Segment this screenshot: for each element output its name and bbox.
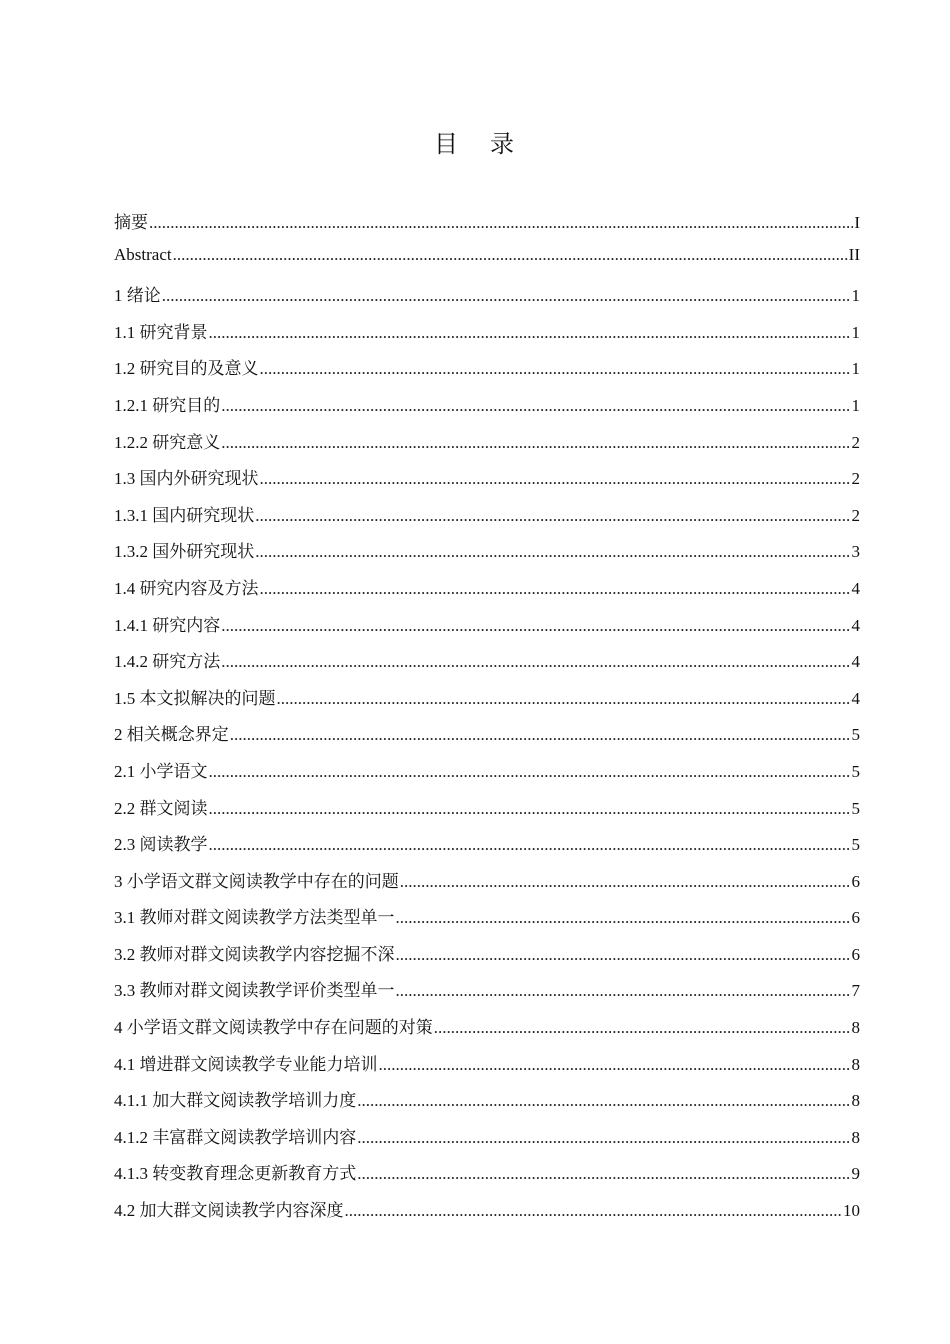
toc-entry-page-number: 7 [851,981,860,1001]
toc-entry-page-number: 3 [851,542,860,562]
toc-entry-label: 1.3 国内外研究现状 [114,469,259,489]
toc-entry-label: 1.4.2 研究方法 [114,652,221,672]
toc-entry-label: 1.2 研究目的及意义 [114,359,259,379]
toc-leader-dots [221,652,850,672]
toc-entry-page-number: 1 [851,359,860,379]
toc-leader-dots [379,1055,851,1075]
toc-entry-label: 3.3 教师对群文阅读教学评价类型单一 [114,981,395,1001]
toc-entry[interactable] [114,830,860,867]
toc-leader-dots [396,908,851,928]
toc-entry[interactable] [114,1050,860,1087]
toc-entry[interactable] [114,867,860,904]
toc-leader-dots [396,981,851,1001]
toc-entry-label: 4.1.3 转变教育理念更新教育方式 [114,1164,357,1184]
toc-entry-label: 1 绪论 [114,286,161,306]
toc-entry-label: 4.1.1 加大群文阅读教学培训力度 [114,1091,357,1111]
toc-leader-dots [260,359,851,379]
toc-entry-label: 1.2.2 研究意义 [114,432,221,452]
toc-entry-page-number: 6 [851,908,860,928]
toc-entry-label: 1.4 研究内容及方法 [114,578,259,598]
toc-entry-page-number: 5 [851,798,860,818]
toc-entry-label: 1.5 本文拟解决的问题 [114,688,276,708]
toc-entry-label: 2.3 阅读教学 [114,835,208,855]
toc-entry-label: 1.4.1 研究内容 [114,615,221,635]
toc-entry-page-number: 1 [851,286,860,306]
toc-entry[interactable] [114,794,860,831]
toc-entry-label: 4.1.2 丰富群文阅读教学培训内容 [114,1127,357,1147]
toc-leader-dots [357,1128,850,1148]
toc-entry[interactable] [114,245,860,282]
toc-leader-dots [396,945,851,965]
toc-leader-dots [209,835,851,855]
toc-entry-label: 3.2 教师对群文阅读教学内容挖掘不深 [114,944,395,964]
toc-entry[interactable] [114,574,860,611]
toc-leader-dots [221,396,850,416]
title-char-2: 录 [490,130,516,158]
toc-entry-label: 4.1 增进群文阅读教学专业能力培训 [114,1054,378,1074]
toc-leader-dots [434,1018,851,1038]
toc-entry[interactable] [114,647,860,684]
toc-leader-dots [345,1201,843,1221]
toc-leader-dots [260,579,851,599]
toc-entry-label: 4 小学语文群文阅读教学中存在问题的对策 [114,1018,433,1038]
toc-entry[interactable] [114,903,860,940]
toc-leader-dots [209,799,851,819]
title-char-1: 目 [434,130,460,158]
toc-leader-dots [357,1091,850,1111]
toc-leader-dots [149,213,853,233]
toc-leader-dots [255,542,850,562]
toc-entry[interactable] [114,318,860,355]
toc-entry-label: 2 相关概念界定 [114,725,229,745]
toc-entry[interactable] [114,1196,860,1233]
toc-entry[interactable] [114,208,860,245]
toc-entry-page-number: 9 [851,1164,860,1184]
toc-entry[interactable] [114,391,860,428]
toc-entry[interactable] [114,1086,860,1123]
toc-entry[interactable] [114,976,860,1013]
toc-entry-page-number: II [848,244,860,264]
toc-leader-dots [260,469,851,489]
toc-entry-label: 1.3.2 国外研究现状 [114,542,255,562]
toc-entry[interactable] [114,757,860,794]
toc-entry[interactable] [114,940,860,977]
toc-leader-dots [230,725,851,745]
toc-entry-page-number: 4 [851,688,860,708]
toc-leader-dots [400,872,851,892]
toc-entry[interactable] [114,537,860,574]
toc-entry-label: Abstract [114,244,172,264]
toc-entry-label: 摘要 [114,213,148,232]
toc-entry-page-number: 2 [851,469,860,489]
toc-entry-page-number: 6 [851,944,860,964]
toc-leader-dots [162,286,851,306]
toc-entry-page-number: 1 [851,395,860,415]
toc-entry[interactable] [114,611,860,648]
toc-leader-dots [357,1164,850,1184]
toc-entry[interactable] [114,684,860,721]
toc-leader-dots [277,689,851,709]
toc-entry-page-number: 4 [851,578,860,598]
toc-leader-dots [209,762,851,782]
toc-entry-label: 3.1 教师对群文阅读教学方法类型单一 [114,908,395,928]
toc-leader-dots [255,506,850,526]
toc-entry-page-number: 1 [851,322,860,342]
toc-entry[interactable] [114,720,860,757]
toc-entry-page-number: 5 [851,835,860,855]
toc-entry-label: 4.2 加大群文阅读教学内容深度 [114,1201,344,1221]
toc-entry-label: 1.1 研究背景 [114,322,208,342]
toc-leader-dots [209,323,851,343]
toc-entry[interactable] [114,501,860,538]
toc-entry-page-number: 2 [851,432,860,452]
toc-entry[interactable] [114,464,860,501]
toc-entry-label: 1.3.1 国内研究现状 [114,505,255,525]
toc-entry[interactable] [114,1013,860,1050]
toc-entry[interactable] [114,354,860,391]
table-of-contents [114,208,860,1233]
toc-entry-label: 2.1 小学语文 [114,761,208,781]
toc-entry-label: 2.2 群文阅读 [114,798,208,818]
toc-entry-page-number: 10 [843,1201,860,1221]
toc-entry-page-number: 5 [851,725,860,745]
toc-entry-page-number: 8 [851,1127,860,1147]
toc-leader-dots [221,433,850,453]
toc-leader-dots [221,616,850,636]
page-title [0,124,950,159]
toc-entry-page-number: 4 [851,615,860,635]
toc-entry[interactable] [114,281,860,318]
toc-entry-page-number: I [854,213,860,232]
toc-entry-page-number: 6 [851,871,860,891]
toc-entry[interactable] [114,1123,860,1160]
toc-entry-page-number: 8 [851,1018,860,1038]
toc-leader-dots [173,245,848,265]
toc-entry[interactable] [114,1159,860,1196]
toc-entry-label: 1.2.1 研究目的 [114,395,221,415]
toc-entry-page-number: 8 [851,1091,860,1111]
toc-entry-page-number: 4 [851,652,860,672]
toc-entry-page-number: 8 [851,1054,860,1074]
toc-entry-page-number: 5 [851,761,860,781]
toc-entry-label: 3 小学语文群文阅读教学中存在的问题 [114,871,399,891]
toc-entry-page-number: 2 [851,505,860,525]
toc-entry[interactable] [114,428,860,465]
